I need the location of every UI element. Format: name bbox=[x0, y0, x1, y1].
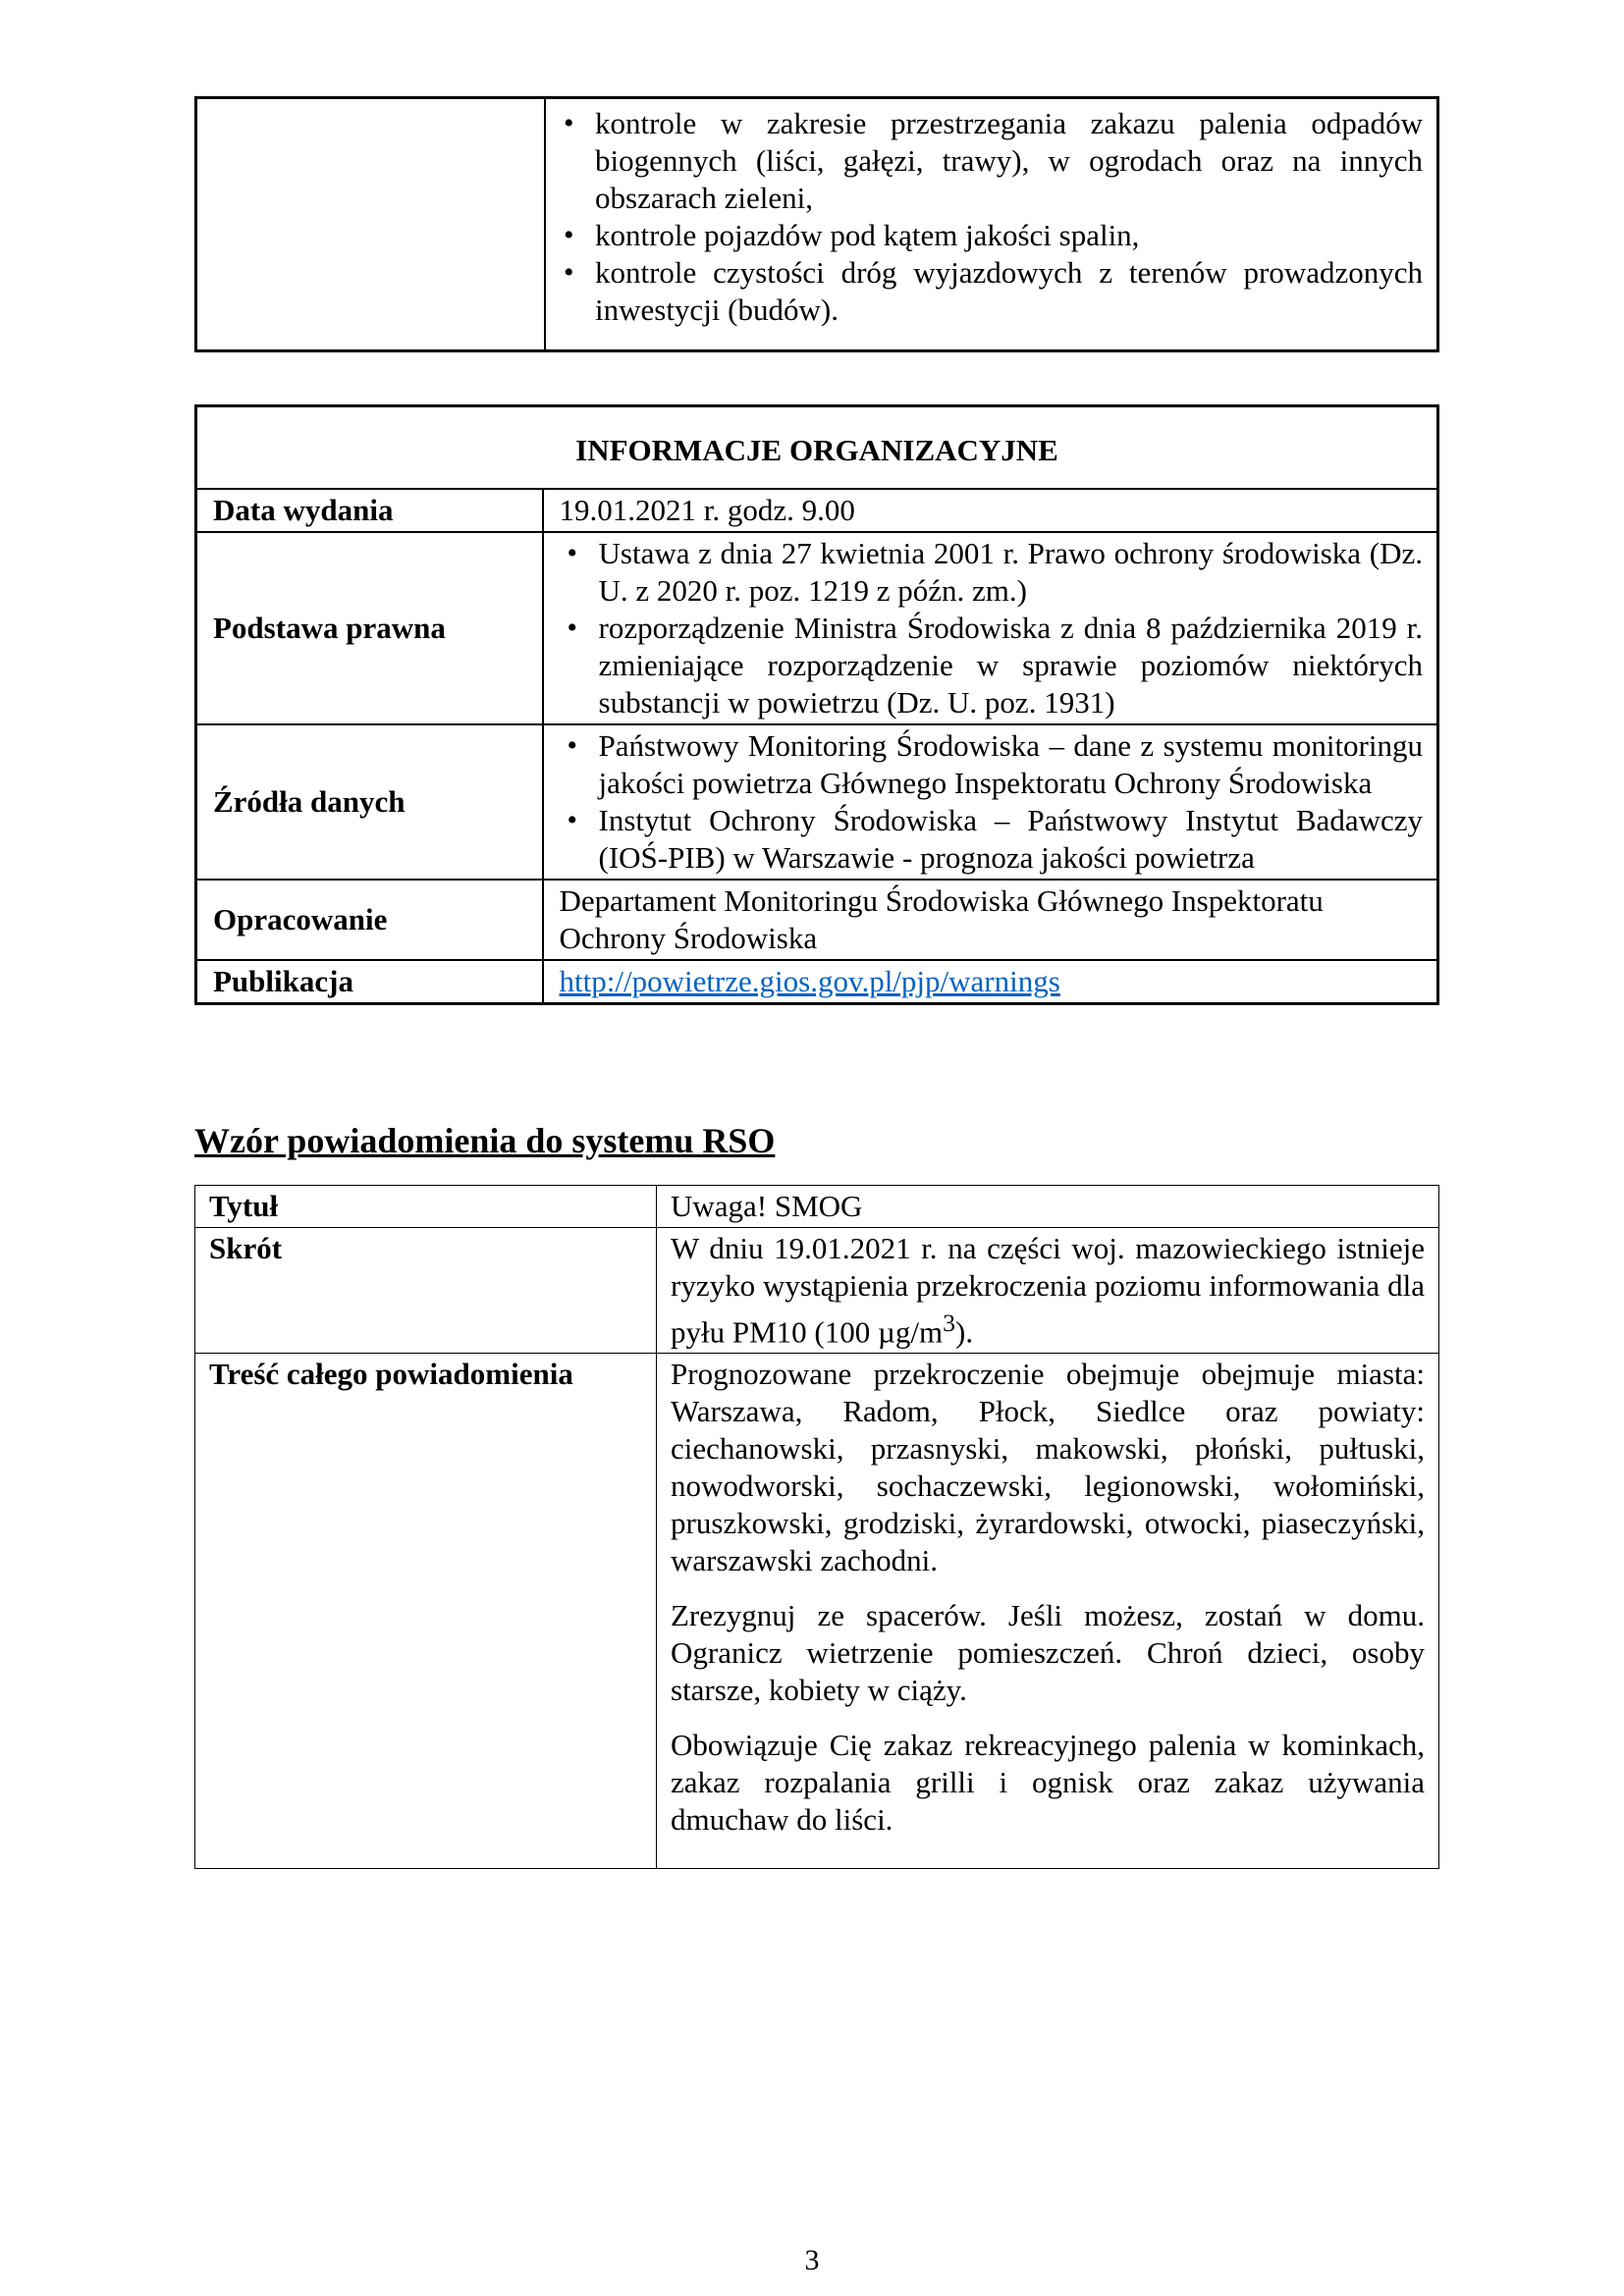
body-paragraph: Zrezygnuj ze spacerów. Jeśli możesz, zostań w domu. Ogranicz wietrzenie pomieszczeń. Chroń dzieci, osoby starsze, kobiety w ciąży. bbox=[671, 1598, 1425, 1708]
prepared-by-label: Opracowanie bbox=[196, 880, 543, 960]
short-value-superscript: 3 bbox=[943, 1308, 955, 1337]
short-label: Skrót bbox=[195, 1228, 657, 1354]
list-item: • Ustawa z dnia 27 kwietnia 2001 r. Prawo ochrony środowiska (Dz. U. z 2020 r. poz. 1219 z późn. zm.) bbox=[560, 535, 1424, 610]
date-label: Data wydania bbox=[196, 489, 543, 532]
publication-cell bbox=[543, 960, 1438, 1004]
page-number: 3 bbox=[804, 2244, 820, 2276]
prepared-by-value: Departament Monitoringu Środowiska Głównego Inspektoratu Ochrony Środowiska bbox=[543, 880, 1438, 960]
rso-template-table bbox=[194, 1185, 1439, 1869]
org-info-table bbox=[194, 404, 1439, 1005]
measures-list-cell bbox=[545, 98, 1438, 351]
legal-basis-label: Podstawa prawna bbox=[196, 532, 543, 724]
list-item: • kontrole czystości dróg wyjazdowych z terenów prowadzonych inwestycji (budów). bbox=[556, 254, 1423, 329]
legal-basis-list bbox=[560, 535, 1424, 721]
publication-link[interactable]: http://powietrze.gios.gov.pl/pjp/warnings bbox=[559, 963, 1060, 998]
list-item: • kontrole pojazdów pod kątem jakości spalin, bbox=[556, 217, 1423, 254]
list-item: • rozporządzenie Ministra Środowiska z dnia 8 października 2019 r. zmieniające rozporządzenie w sprawie poziomów niektórych substancji w powietrzu (Dz. U. poz. 1931) bbox=[560, 610, 1424, 721]
data-sources-list bbox=[560, 727, 1424, 877]
list-item: • Państwowy Monitoring Środowiska – dane z systemu monitoringu jakości powietrza Głównego Inspektoratu Ochrony Środowiska bbox=[560, 727, 1424, 802]
short-value-end: ). bbox=[955, 1314, 974, 1350]
legal-basis-cell bbox=[543, 532, 1438, 724]
list-item: • kontrole w zakresie przestrzegania zakazu palenia odpadów biogennych (liści, gałęzi, trawy), w ogrodach oraz na innych obszarach zieleni, bbox=[556, 105, 1423, 217]
body-paragraph: Obowiązuje Cię zakaz rekreacyjnego palenia w kominkach, zakaz rozpalania grilli i ognisk oraz zakaz używania dmuchaw do liści. bbox=[671, 1728, 1425, 1838]
short-value bbox=[657, 1228, 1439, 1354]
data-sources-cell bbox=[543, 724, 1438, 880]
measures-list bbox=[556, 105, 1423, 329]
short-value-text: W dniu 19.01.2021 r. na części woj. mazowieckiego istnieje ryzyko wystąpienia przekroczenia poziomu informowania dla pyłu PM10 (100 µg/m bbox=[671, 1231, 1425, 1350]
body-label: Treść całego powiadomienia bbox=[195, 1354, 657, 1869]
empty-label-cell bbox=[196, 98, 546, 351]
publication-label: Publikacja bbox=[196, 960, 543, 1004]
measures-table-continuation bbox=[194, 96, 1439, 352]
rso-heading: Wzór powiadomienia do systemu RSO bbox=[194, 1121, 776, 1160]
title-value: Uwaga! SMOG bbox=[657, 1186, 1439, 1228]
org-info-heading: INFORMACJE ORGANIZACYJNE bbox=[196, 406, 1438, 489]
body-cell bbox=[657, 1354, 1439, 1869]
date-value: 19.01.2021 r. godz. 9.00 bbox=[543, 489, 1438, 532]
list-item: • Instytut Ochrony Środowiska – Państwowy Instytut Badawczy (IOŚ-PIB) w Warszawie - prognoza jakości powietrza bbox=[560, 802, 1424, 877]
data-sources-label: Źródła danych bbox=[196, 724, 543, 880]
body-paragraph: Prognozowane przekroczenie obejmuje obejmuje miasta: Warszawa, Radom, Płock, Siedlce oraz powiaty: ciechanowski, przasnyski, makowski, płoński, pułtuski, nowodworski, sochaczewski, legionowski, wołomiński, pruszkowski, grodziski, żyrardowski, otwocki, piaseczyński, warszawski zachodni. bbox=[671, 1357, 1425, 1578]
title-label: Tytuł bbox=[195, 1186, 657, 1228]
